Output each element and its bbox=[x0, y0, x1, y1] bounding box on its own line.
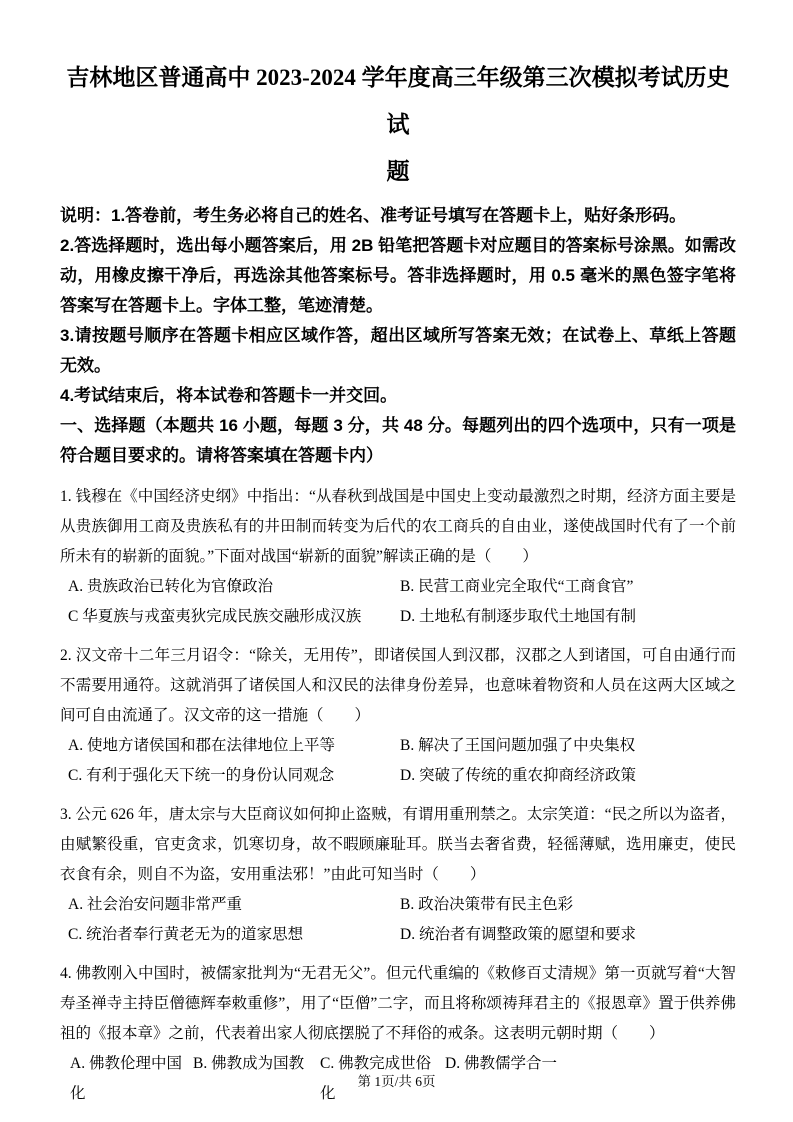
question-2-stem: 2. 汉文帝十二年三月诏令：“除关，无用传”，即诸侯国人到汉郡，汉郡之人到诸国，可自由通行而不需要用通符。这就消弭了诸侯国人和汉民的法律身份差异，也意味着物资和人员在这两大区域之间可自由流通了。汉文帝的这一措施（ ） bbox=[60, 647, 736, 724]
question-3-options bbox=[60, 890, 736, 950]
question-2-options bbox=[60, 731, 736, 791]
exam-instructions bbox=[60, 201, 736, 411]
question-1-option-c: C 华夏族与戎蛮夷狄完成民族交融形成汉族 bbox=[68, 608, 362, 625]
question-3-option-c: C. 统治者奉行黄老无为的道家思想 bbox=[68, 926, 304, 943]
question-3-option-a: A. 社会治安问题非常严重 bbox=[68, 896, 242, 913]
title-line-1: 吉林地区普通高中 2023-2024 学年度高三年级第三次模拟考试历史试 bbox=[66, 65, 730, 137]
question-3-option-d: D. 统治者有调整政策的愿望和要求 bbox=[400, 926, 636, 943]
page-title bbox=[60, 54, 736, 195]
question-1 bbox=[60, 482, 736, 632]
question-2-option-b: B. 解决了王国问题加强了中央集权 bbox=[400, 737, 636, 754]
question-3-option-b: B. 政治决策带有民主色彩 bbox=[400, 896, 574, 913]
question-4-option-a: A. 佛教伦理中国化 bbox=[70, 1055, 182, 1102]
instruction-item-2: 2.答选择题时，选出每小题答案后，用 2B 铅笔把答题卡对应题目的答案标号涂黑。如需改动，用橡皮擦干净后，再选涂其他答案标号。答非选择题时，用 0.5 毫米的黑色签字笔将答案写在答题卡上。字体工整，笔迹清楚。 bbox=[60, 236, 736, 315]
question-3 bbox=[60, 800, 736, 950]
question-2-option-c: C. 有利于强化天下统一的身份认同观念 bbox=[68, 767, 335, 784]
page-number-footer: 第 1页/共 6页 bbox=[357, 1074, 436, 1089]
question-1-options bbox=[60, 572, 736, 632]
question-1-stem: 1. 钱穆在《中国经济史纲》中指出：“从春秋到战国是中国史上变动最激烈之时期，经济方面主要是从贵族御用工商及贵族私有的井田制而转变为后代的农工商兵的自由业，遂使战国时代有了一个前所未有的崭新的面貌。”下面对战国“崭新的面貌”解读正确的是（ ） bbox=[60, 488, 736, 565]
instruction-item-3: 3.请按题号顺序在答题卡相应区域作答，超出区域所写答案无效；在试卷上、草纸上答题无效。 bbox=[60, 326, 736, 375]
question-2 bbox=[60, 641, 736, 791]
section-heading-multiple-choice: 一、选择题（本题共 16 小题，每题 3 分，共 48 分。每题列出的四个选项中，只有一项是符合题目要求的。请将答案填在答题卡内） bbox=[60, 416, 736, 465]
question-2-option-d: D. 突破了传统的重农抑商经济政策 bbox=[400, 767, 636, 784]
question-1-option-b: B. 民营工商业完全取代“工商食官” bbox=[400, 578, 634, 595]
instruction-item-4: 4.考试结束后，将本试卷和答题卡一并交回。 bbox=[60, 386, 398, 405]
instruction-item-1: 说明：1.答卷前，考生务必将自己的姓名、准考证号填写在答题卡上，贴好条形码。 bbox=[60, 206, 687, 225]
question-4-stem: 4. 佛教刚入中国时，被儒家批判为“无君无父”。但元代重编的《敕修百丈清规》第一页就写着“大智寿圣禅寺主持臣僧德辉奉敕重修”，用了“臣僧”二字，而且将称颂祷拜君主的《报恩章》置于供养佛祖的《报本章》之前，代表着出家人彻底摆脱了不拜俗的戒条。这表明元朝时期（ ） bbox=[60, 965, 736, 1042]
question-4-option-b: B. 佛教成为国教 bbox=[193, 1055, 305, 1072]
question-1-option-d: D. 土地私有制逐步取代土地国有制 bbox=[400, 608, 636, 625]
question-4-option-c: C. 佛教完成世俗化 bbox=[320, 1055, 432, 1102]
title-line-2: 题 bbox=[386, 159, 410, 184]
question-3-stem: 3. 公元 626 年，唐太宗与大臣商议如何抑止盗贼，有谓用重刑禁之。太宗笑道：“民之所以为盗者，由赋繁役重，官吏贪求，饥寒切身，故不暇顾廉耻耳。朕当去奢省费，轻徭薄赋，选用廉吏，使民衣食有余，则自不为盗，安用重法邪！”由此可知当时（ ） bbox=[60, 806, 736, 883]
question-1-option-a: A. 贵族政治已转化为官僚政治 bbox=[68, 578, 273, 595]
question-2-option-a: A. 使地方诸侯国和郡在法律地位上平等 bbox=[68, 737, 335, 754]
question-4-option-d: D. 佛教儒学合一 bbox=[445, 1055, 557, 1072]
